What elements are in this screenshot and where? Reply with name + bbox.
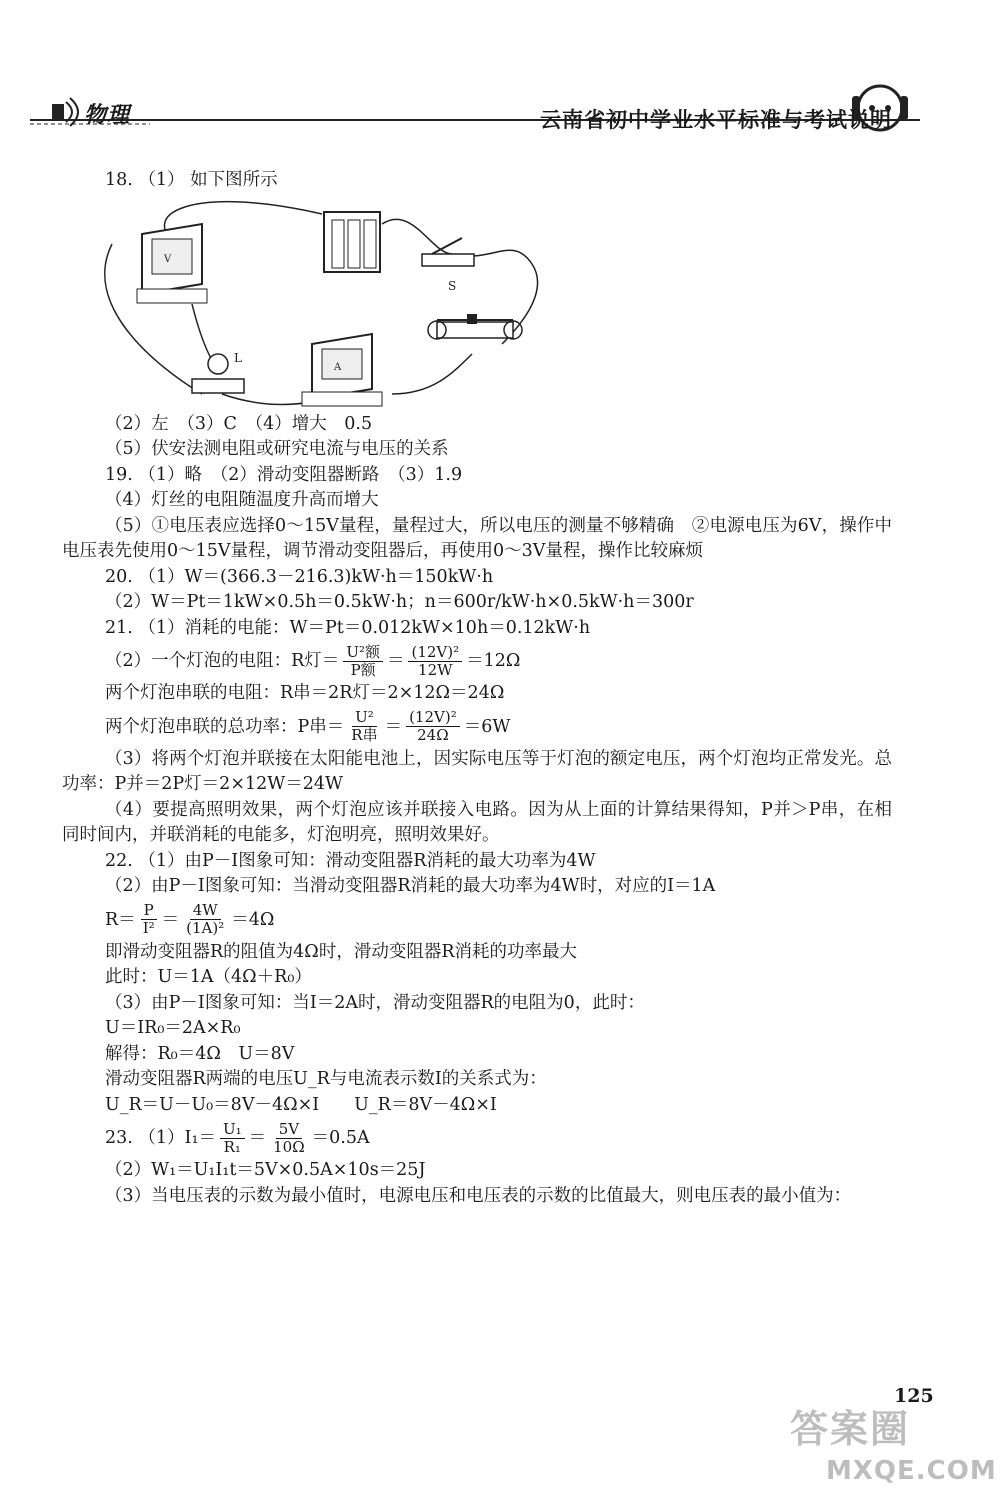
- battery-icon: [324, 212, 380, 272]
- q21-4: （4）要提高照明效果，两个灯泡应该并联接入电路。因为从上面的计算结果得知，P并＞P串，在相同时间内，并联消耗的电能多，灯泡明亮，照明效果好。: [62, 799, 892, 845]
- q22-voltage-2: U＝IR₀＝2A×R₀: [105, 1018, 241, 1038]
- svg-text:V: V: [164, 253, 172, 265]
- book-title: 云南省初中学业水平标准与考试说明: [540, 108, 892, 132]
- watermark-logo: 答案圈: [790, 1407, 911, 1451]
- circuit-diagram: [92, 194, 592, 408]
- q18-1: 18. （1） 如下图所示: [105, 170, 278, 190]
- wire-bottom-right: [392, 354, 472, 394]
- watermark-url: MXQE.COM: [826, 1456, 997, 1486]
- voltmeter-icon: [137, 224, 207, 303]
- subject-label: 物理: [84, 103, 131, 128]
- q20-2: （2）W＝Pt＝1kW×0.5h＝0.5kW·h；n＝600r/kW·h×0.5kW·h＝300r: [105, 592, 694, 612]
- switch-icon: [422, 238, 474, 293]
- q21-series-power: 两个灯泡串联的总功率：P串＝ $\frac{\text{U²}}{\text{R串}}$ ＝ $\frac{\text{(12V)²}}{24\Omega}$ ＝6W: [105, 708, 511, 744]
- answer-content: [62, 168, 892, 1209]
- q22-3: （3）由P－I图象可知：当I＝2A时，滑动变阻器R的电阻为0，此时：: [105, 992, 645, 1013]
- svg-text:L: L: [234, 350, 242, 365]
- q22-relation: U_R＝U－U₀＝8V－4Ω×I U_R＝8V－4Ω×I: [105, 1094, 497, 1115]
- lamp-icon: [192, 351, 244, 393]
- rheostat-icon: [428, 314, 522, 339]
- q19-5: （5）①电压表应选择0～15V量程，量程过大，所以电压的测量不够精确 ②电源电压为6V，操作中电压表先使用0～15V量程，调节滑动变阻器后，再使用0～3V量程，操作比较麻烦: [62, 515, 892, 561]
- q21-series-resistance: 两个灯泡串联的电阻：R串＝2R灯＝2×12Ω＝24Ω: [105, 683, 505, 703]
- q22-conclusion: 即滑动变阻器R的阻值为4Ω时，滑动变阻器R消耗的功率最大: [105, 941, 577, 962]
- q22-solution: 解得：R₀＝4Ω U＝8V: [105, 1043, 295, 1064]
- q19-4: （4）灯丝的电阻随温度升高而增大: [105, 490, 379, 510]
- q23-2: （2）W₁＝U₁I₁t＝5V×0.5A×10s＝25J: [105, 1160, 426, 1180]
- q19-1: 19. （1）略 （2）滑动变阻器断路 （3）1.9: [105, 464, 463, 485]
- page-number: 125: [894, 1385, 934, 1407]
- q21-2-equation: （2）一个灯泡的电阻：R灯＝ $\frac{\text{U²额}}{\text{P额}}$ ＝ $\frac{\text{(12V)²}}{12W}$ ＝12Ω: [105, 642, 521, 679]
- q18-2: （2）左 （3）C （4）增大 0.5: [105, 413, 373, 434]
- q22-relation-label: 滑动变阻器R两端的电压U_R与电流表示数I的关系式为：: [105, 1069, 547, 1089]
- q18-5: （5）伏安法测电阻或研究电流与电压的关系: [105, 439, 449, 459]
- q21-1: 21. （1）消耗的电能：W＝Pt＝0.012kW×10h＝0.12kW·h: [105, 617, 591, 638]
- q22-voltage-1: 此时：U＝1A（4Ω＋R₀）: [105, 967, 312, 987]
- page-header: [0, 0, 1000, 150]
- q22-resistance-equation: R＝ $\frac{P}{\text{I²}}$ ＝ $\frac{4W}{\text{(1A)²}}$ ＝4Ω: [105, 901, 275, 937]
- ammeter-icon: [302, 334, 382, 406]
- svg-text:S: S: [448, 278, 457, 293]
- q22-1: 22. （1）由P－I图象可知：滑动变阻器R消耗的最大功率为4W: [105, 850, 596, 871]
- q23-1-equation: 23. （1）I₁＝ $\frac{\text{U₁}}{\text{R₁}}$ ＝ $\frac{5V}{10\Omega}$ ＝0.5A: [105, 1119, 370, 1156]
- q21-3: （3）将两个灯泡并联接在太阳能电池上，因实际电压等于灯泡的额定电压，两个灯泡均正常发光。总功率：P并＝2P灯＝2×12W＝24W: [62, 748, 892, 794]
- svg-text:A: A: [334, 361, 342, 373]
- q22-2: （2）由P－I图象可知：当滑动变阻器R消耗的最大功率为4W时，对应的I＝1A: [105, 876, 716, 896]
- q23-3: （3）当电压表的示数为最小值时，电源电压和电压表的示数的比值最大，则电压表的最小值为：: [105, 1185, 852, 1206]
- q20-1: 20. （1）W＝(366.3－216.3)kW·h＝150kW·h: [105, 566, 494, 587]
